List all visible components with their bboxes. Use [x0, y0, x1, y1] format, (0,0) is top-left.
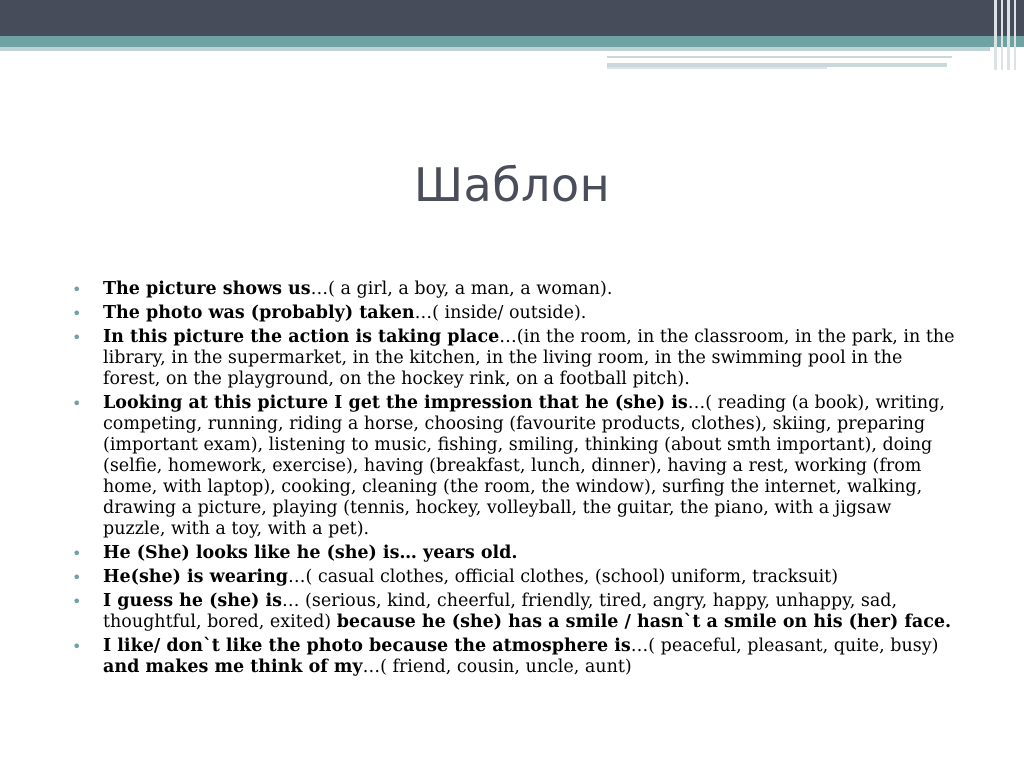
list-item	[72, 279, 957, 300]
bullet-text: …(in the room, in the classroom, in the park, in the library, in the supermarket, in the kitchen, in the living room, in the swimming pool in the forest, on the playground, on the hockey rink, on a football pitch).	[103, 327, 955, 389]
bullet-list	[72, 279, 957, 681]
bullet-dot-icon: •	[72, 280, 82, 299]
bullet-dot-icon: •	[72, 544, 82, 563]
bullet-bold-text: In this picture the action is taking place	[103, 327, 500, 347]
bullet-bold-text: Looking at this picture I get the impression that he (she) is	[103, 393, 688, 413]
bullet-bold-text: The photo was (probably) taken	[103, 303, 415, 323]
header-accent-line	[607, 67, 827, 69]
bullet-text: …( a girl, a boy, a man, a woman).	[310, 279, 613, 299]
bullet-text: …( casual clothes, official clothes, (school) uniform, tracksuit)	[288, 567, 839, 587]
list-item	[72, 543, 957, 564]
bullet-bold-text: He(she) is wearing	[103, 567, 288, 587]
bullet-dot-icon: •	[72, 568, 82, 587]
bullet-dot-icon: •	[72, 592, 82, 611]
header-band-teal	[0, 36, 1024, 47]
bullet-bold-text: because he (she) has a smile / hasn`t a smile on his (her) face.	[336, 612, 952, 632]
list-item	[72, 567, 957, 588]
bullet-text: …( friend, cousin, uncle, aunt)	[362, 657, 632, 677]
bullet-bold-text: and makes me think of my	[103, 657, 363, 677]
list-item	[72, 327, 957, 390]
bullet-bold-text: I guess he (she) is	[103, 591, 282, 611]
header-band-light	[0, 47, 990, 51]
bullet-text: … (serious, kind, cheerful, friendly, tired, angry, happy, unhappy, sad, thoughtful, bored, exited)	[103, 591, 898, 632]
slide-title: Шаблон	[413, 158, 611, 212]
list-item	[72, 303, 957, 324]
header-right-stripes	[990, 0, 1024, 70]
header-accent-line	[607, 56, 952, 58]
bullet-text: …( inside/ outside).	[414, 303, 587, 323]
bullet-dot-icon: •	[72, 304, 82, 323]
bullet-bold-text: He (She) looks like he (she) is… years old.	[103, 543, 518, 563]
list-item	[72, 591, 957, 633]
list-item	[72, 636, 957, 678]
bullet-bold-text: I like/ don`t like the photo because the atmosphere is	[103, 636, 631, 656]
bullet-bold-text: The picture shows us	[103, 279, 311, 299]
bullet-dot-icon: •	[72, 637, 82, 656]
list-item	[72, 393, 957, 540]
bullet-dot-icon: •	[72, 328, 82, 347]
bullet-text: …( reading (a book), writing, competing, running, riding a horse, choosing (favourite products, clothes), skiing, preparing (important exam), listening to music, fishing, smiling, thinking (about smth important), doing (selfie, homework, exercise), having (breakfast, lunch, dinner), having a rest, working (from home, with laptop), cooking, cleaning (the room, the window), surfing the internet, walking, drawing a picture, playing (tennis, hockey, volleyball, the guitar, the piano, with a jigsaw puzzle, with a toy, with a pet).	[103, 393, 945, 539]
bullet-dot-icon: •	[72, 394, 82, 413]
header-band-dark	[0, 0, 1024, 36]
bullet-text: …( peaceful, pleasant, quite, busy)	[630, 636, 939, 656]
